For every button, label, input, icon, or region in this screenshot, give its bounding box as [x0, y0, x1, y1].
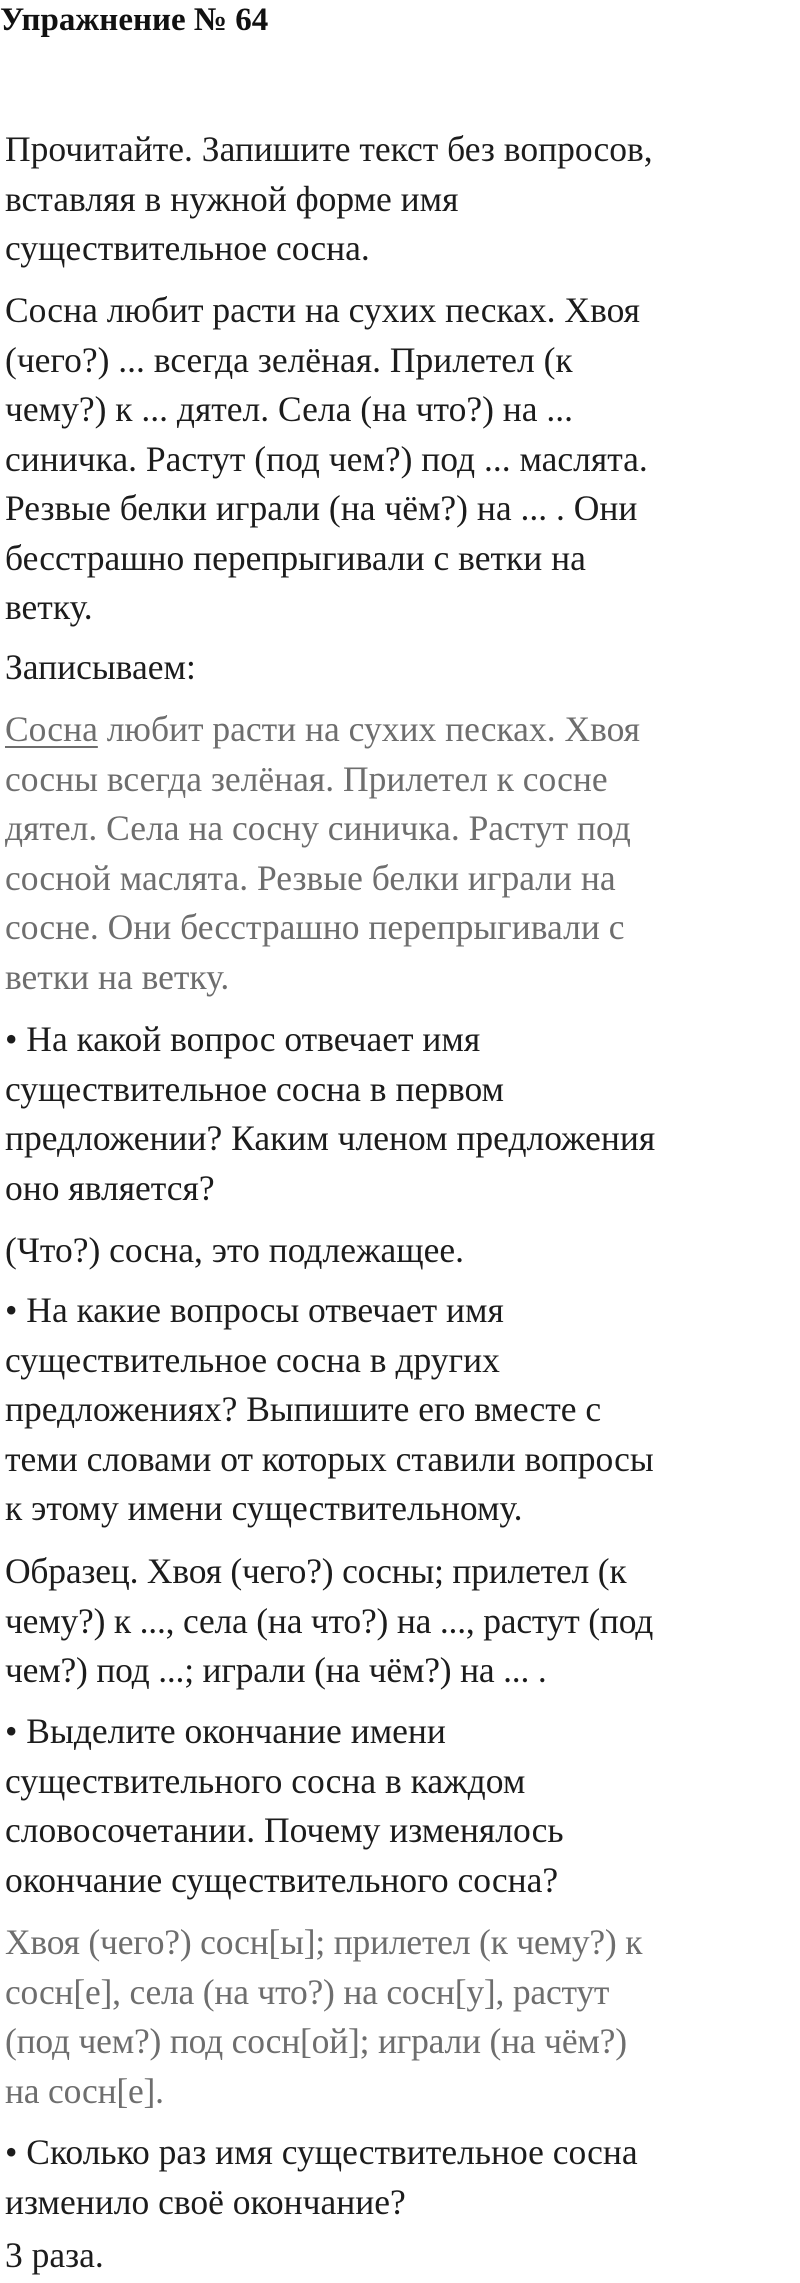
answer-line: дятел. Села на сосну синичка. Растут под: [5, 808, 631, 848]
answer-line: (под чем?) под сосн[ой]; играли (на чём?): [5, 2021, 627, 2061]
answer-line: ветки на ветку.: [5, 956, 230, 997]
text-line: Резвые белки играли (на чём?) на ... . Они: [5, 488, 638, 528]
text-line: синичка. Растут (под чем?) под ... маслята.: [5, 438, 648, 479]
sample-line: чему?) к ..., села (на что?) на ..., растут (под: [5, 1600, 654, 1641]
answer-line-rest: любит расти на сухих песках. Хвоя: [97, 709, 641, 749]
question-1: [5, 1015, 800, 1213]
answer-line: [5, 705, 800, 755]
source-text: [5, 286, 800, 633]
exercise-title: Упражнение № 64: [0, 2, 269, 38]
question-line: • Выделите окончание имени: [5, 1711, 446, 1751]
sample-block: [5, 1547, 800, 1696]
answer-3-block: [5, 1918, 800, 2116]
text-line: бесстрашно перепрыгивали с ветки на: [5, 537, 586, 578]
answer-line: 3 раза.: [5, 2235, 104, 2275]
task-line: Прочитайте. Запишите текст без вопросов,: [5, 129, 653, 169]
task-line: существительное сосна.: [5, 228, 370, 268]
text-line: Сосна любит расти на сухих песках. Хвоя: [5, 290, 640, 330]
question-line: словосочетании. Почему изменялось: [5, 1810, 564, 1850]
question-line: к этому имени существительному.: [5, 1488, 523, 1528]
question-line: • Сколько раз имя существительное сосна: [5, 2132, 638, 2172]
answer-4-block: [5, 2231, 800, 2281]
text-line: чему?) к ... дятел. Села (на что?) на ...: [5, 389, 574, 429]
question-line: изменило своё окончание?: [5, 2181, 406, 2222]
answer-line: (Что?) сосна, это подлежащее.: [5, 1230, 464, 1270]
task-instruction: [5, 125, 800, 274]
answer-line: сосной маслята. Резвые белки играли на: [5, 857, 616, 898]
question-line: предложении? Каким членом предложения: [5, 1118, 656, 1158]
question-line: оно является?: [5, 1167, 215, 1208]
write-label-block: [5, 643, 800, 693]
answer-line: Хвоя (чего?) сосн[ы]; прилетел (к чему?) к: [5, 1922, 643, 1962]
question-line: предложениях? Выпишите его вместе с: [5, 1389, 602, 1429]
text-line: ветку.: [5, 587, 93, 627]
question-line: • На какие вопросы отвечает имя: [5, 1290, 504, 1330]
question-line: существительного сосна в каждом: [5, 1760, 526, 1801]
write-label: Записываем:: [5, 647, 196, 687]
question-3: [5, 1707, 800, 1905]
sample-line: Образец. Хвоя (чего?) сосны; прилетел (к: [5, 1551, 627, 1591]
answer-text: [5, 705, 800, 1002]
text-line: (чего?) ... всегда зелёная. Прилетел (к: [5, 339, 573, 380]
answer-line: на сосн[е].: [5, 2070, 164, 2111]
answer-line: сосны всегда зелёная. Прилетел к сосне: [5, 758, 608, 799]
answer-line: сосне. Они бесстрашно перепрыгивали с: [5, 907, 625, 947]
question-line: теми словами от которых ставили вопросы: [5, 1438, 654, 1479]
question-line: • На какой вопрос отвечает имя: [5, 1019, 481, 1059]
question-4: [5, 2128, 800, 2227]
question-line: существительное сосна в первом: [5, 1068, 505, 1109]
sample-line: чем?) под ...; играли (на чём?) на ... .: [5, 1650, 547, 1690]
question-2: [5, 1286, 800, 1534]
answer-line: сосн[е], села (на что?) на сосн[у], растут: [5, 1971, 610, 2012]
question-line: окончание существительного сосна?: [5, 1859, 559, 1900]
answer-1-block: [5, 1226, 800, 1276]
question-line: существительное сосна в других: [5, 1339, 500, 1380]
subject-word: Сосна: [5, 709, 98, 749]
task-line: вставляя в нужной форме имя: [5, 178, 459, 219]
